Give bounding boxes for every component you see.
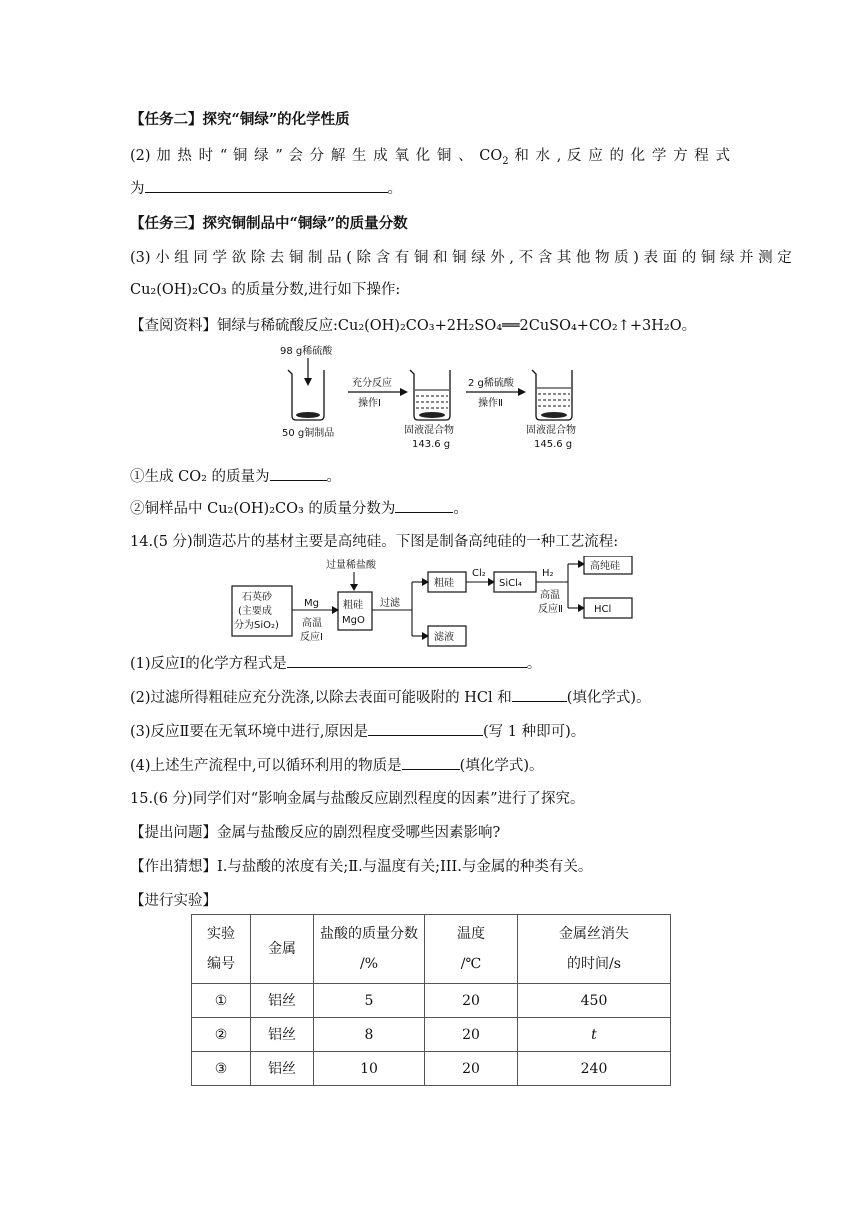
reason-blank[interactable] (368, 721, 483, 736)
flow-pure-si: 高纯硅 (590, 561, 620, 572)
flow-raw-l1: 石英砂 (242, 592, 272, 603)
step2-bottom-label: 操作Ⅱ (478, 398, 503, 409)
cell-no: ① (192, 984, 251, 1018)
flow-raw-l3: 分为SiO₂) (234, 620, 279, 631)
q2-answer-blank[interactable] (145, 178, 388, 193)
flow-filter-label: 过滤 (380, 598, 400, 609)
header-time: 金属丝消失 的时间/s (518, 915, 671, 984)
table-row (192, 1052, 671, 1086)
task2-heading: 【任务二】探究“铜绿”的化学性质 (130, 111, 350, 128)
beaker-2 (410, 370, 450, 420)
cell-time: 240 (518, 1052, 671, 1086)
formula-blank-4[interactable] (402, 755, 460, 770)
cell-temp: 20 (425, 984, 518, 1018)
step1-top-label: 充分反应 (352, 378, 392, 389)
cell-no: ③ (192, 1052, 251, 1086)
mix2-mass: 145.6 g (534, 439, 573, 450)
acid1-label: 98 g稀硫酸 (280, 346, 333, 357)
flow-raw-l2: (主要成 (238, 606, 272, 617)
cell-temp: 20 (425, 1018, 518, 1052)
cell-no: ② (192, 1018, 251, 1052)
co2-mass-blank[interactable] (270, 466, 327, 481)
flow-cl2-label: Cl₂ (472, 568, 486, 579)
cell-temp: 20 (425, 1052, 518, 1086)
table-row (192, 984, 671, 1018)
cell-conc: 10 (314, 1052, 425, 1086)
flow-crude-l2: MgO (342, 615, 365, 626)
table-row (192, 1018, 671, 1052)
header-metal: 金属 (251, 915, 314, 984)
cell-conc: 5 (314, 984, 425, 1018)
mix1-label: 固液混合物 (404, 425, 454, 436)
q15-stem: 15.(6 分)同学们对“影响金属与盐酸反应剧烈程度的因素”进行了探究。 (130, 791, 585, 807)
flow-h2-label: H₂ (542, 568, 554, 579)
cell-metal: 铝丝 (251, 1052, 314, 1086)
header-no: 实验 编号 (192, 915, 251, 984)
flow-acid-label: 过量稀盐酸 (326, 560, 376, 571)
q14-stem: 14.(5 分)制造芯片的基材主要是高纯硅。下图是制备高纯硅的一种工艺流程: (130, 534, 619, 550)
flow-filtrate: 滤液 (434, 632, 454, 643)
silicon-flow-diagram (228, 556, 648, 648)
q3-line2: Cu₂(OH)₂CO₃ 的质量分数,进行如下操作: (130, 282, 401, 298)
table-header-row (192, 915, 671, 984)
header-temperature: 温度 /℃ (425, 915, 518, 984)
beaker-3 (532, 370, 572, 420)
q15-hypothesis: 【作出猜想】Ⅰ.与盐酸的浓度有关;Ⅱ.与温度有关;III.与金属的种类有关。 (130, 859, 593, 875)
mix2-label: 固液混合物 (526, 425, 576, 436)
q14-sub4: (4)上述生产流程中,可以循环利用的物质是 (填化学式)。 (130, 755, 543, 776)
flow-hcl: HCl (594, 604, 612, 615)
beaker-1 (288, 370, 324, 420)
cell-conc: 8 (314, 1018, 425, 1052)
mass-fraction-blank[interactable] (395, 498, 453, 513)
q3-sub2: ②铜样品中 Cu₂(OH)₂CO₃ 的质量分数为 。 (130, 498, 468, 519)
q3-sub1: ①生成 CO₂ 的质量为 。 (130, 466, 341, 487)
cell-metal: 铝丝 (251, 1018, 314, 1052)
cell-metal: 铝丝 (251, 984, 314, 1018)
flow-reaction2: 反应Ⅱ (538, 604, 563, 615)
q2-line1: (2) 加 热 时 “ 铜 绿 ” 会 分 解 生 成 氧 化 铜 、 $CO_2$ 和 水 , 反 应 的 化 学 方 程 式 (130, 148, 731, 167)
sample-label: 50 g铜制品 (282, 428, 335, 439)
flow-mg-label: Mg (304, 598, 319, 609)
beaker-process-figure (270, 340, 590, 454)
header-concentration: 盐酸的质量分数 /% (314, 915, 425, 984)
flow-sicl4: SiCl₄ (499, 578, 522, 589)
task3-heading: 【任务三】探究铜制品中“铜绿”的质量分数 (130, 215, 408, 232)
flow-crude-si: 粗硅 (434, 578, 454, 589)
q15-question: 【提出问题】金属与盐酸反应的剧烈程度受哪些因素影响? (130, 825, 501, 841)
flow-hightemp2: 高温 (540, 590, 560, 601)
q14-sub3: (3)反应Ⅱ要在无氧环境中进行,原因是 (写 1 种即可)。 (130, 721, 585, 742)
formula-blank-2[interactable] (512, 687, 567, 702)
q14-sub2: (2)过滤所得粗硅应充分洗涤,以除去表面可能吸附的 HCl 和 (填化学式)。 (130, 687, 651, 708)
q15-experiment: 【进行实验】 (130, 893, 217, 909)
q3-line1: (3) 小 组 同 学 欲 除 去 铜 制 品 ( 除 含 有 铜 和 铜 绿 外 , 不 含 其 他 物 质 ) 表 面 的 铜 绿 并 测 定 (130, 250, 792, 266)
q2-line2: 为 。 (130, 178, 402, 199)
step2-top-label: 2 g稀硫酸 (468, 378, 514, 389)
q14-sub1: (1)反应Ⅰ的化学方程式是 。 (130, 653, 541, 674)
cell-time: t (518, 1018, 671, 1052)
reference-equation: 【查阅资料】铜绿与稀硫酸反应:Cu₂(OH)₂CO₃+2H₂SO₄══2CuSO₄+CO₂↑+3H₂O。 (130, 318, 697, 334)
equation-blank[interactable] (287, 653, 527, 668)
flow-hightemp1: 高温 (302, 618, 322, 629)
mix1-mass: 143.6 g (412, 439, 451, 450)
step1-bottom-label: 操作Ⅰ (358, 398, 381, 409)
flow-crude-l1: 粗硅 (343, 600, 363, 611)
cell-time: 450 (518, 984, 671, 1018)
experiment-table (191, 914, 671, 1086)
flow-reaction1: 反应Ⅰ (300, 632, 323, 643)
